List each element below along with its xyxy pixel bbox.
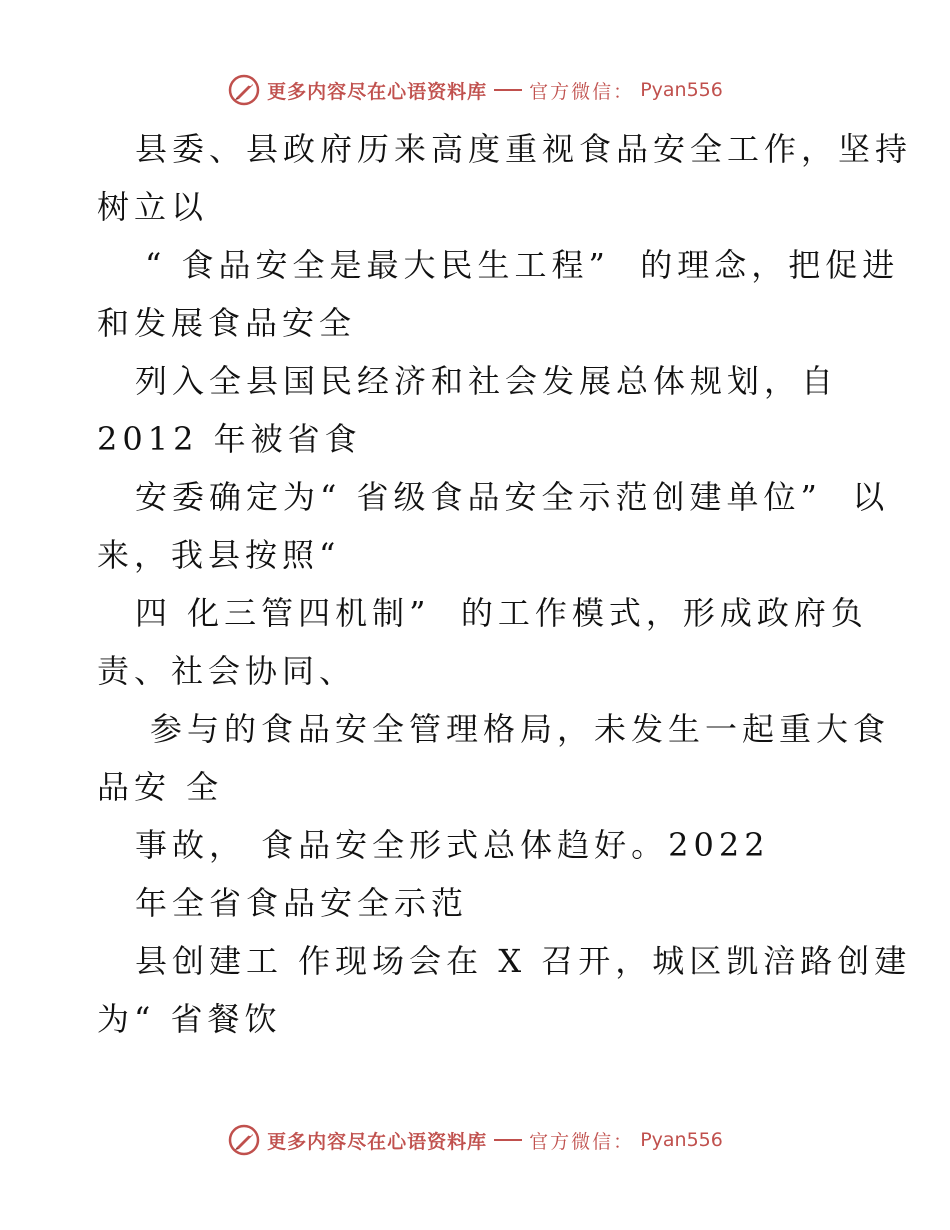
paragraph-line: 品安 全 bbox=[97, 768, 224, 806]
watermark-dash bbox=[494, 1139, 522, 1141]
paragraph-line: 事故， 食品安全形式总体趋好。2022 bbox=[135, 826, 770, 864]
paragraph-line: 安委确定为“ 省级食品安全示范创建单位” 以 bbox=[135, 478, 890, 516]
watermark-dash bbox=[494, 89, 522, 91]
watermark-brand: 更多内容尽在心语资料库 bbox=[267, 1130, 488, 1153]
paragraph-line: 县委、县政府历来高度重视食品安全工作，坚持 bbox=[135, 130, 913, 168]
paragraph-line: 列入全县国民经济和社会发展总体规划，自 bbox=[135, 362, 839, 400]
paragraph-line: 四 化三管四机制” 的工作模式，形成政府负 bbox=[135, 594, 868, 632]
paragraph-line: 来，我县按照“ bbox=[97, 536, 341, 574]
paragraph-line: 树立以 bbox=[97, 188, 209, 226]
paragraph-line: 县创建工 作现场会在 X 召开，城区凯涪路创建 bbox=[135, 942, 912, 980]
watermark-id: Pyan556 bbox=[640, 1129, 723, 1151]
document-body bbox=[0, 120, 950, 1080]
watermark-label: 官方微信： bbox=[529, 80, 635, 103]
watermark-id: Pyan556 bbox=[640, 79, 723, 101]
paragraph-line: 责、社会协同、 bbox=[97, 652, 357, 690]
paragraph-line: 参与的食品安全管理格局，未发生一起重大食 bbox=[150, 710, 891, 748]
quill-logo-icon bbox=[227, 73, 261, 107]
footer-watermark bbox=[0, 1120, 950, 1160]
paragraph-line: 年全省食品安全示范 bbox=[135, 884, 469, 922]
paragraph-line: “ 食品安全是最大民生工程” 的理念，把促进 bbox=[145, 246, 900, 284]
paragraph-line: 为“ 省餐饮 bbox=[97, 1000, 282, 1038]
paragraph-line: 和发展食品安全 bbox=[97, 304, 357, 342]
watermark-label: 官方微信： bbox=[529, 1130, 635, 1153]
header-watermark bbox=[0, 70, 950, 110]
paragraph-line: 2012 年被省食 bbox=[97, 420, 362, 458]
quill-logo-icon bbox=[227, 1123, 261, 1157]
watermark-brand: 更多内容尽在心语资料库 bbox=[267, 80, 488, 103]
